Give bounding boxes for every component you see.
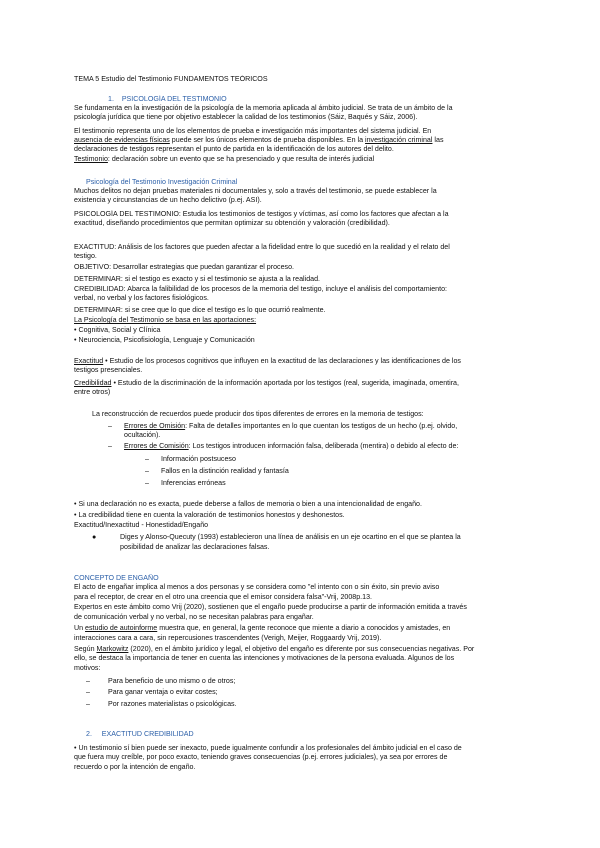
paragraph-line: existencia y circunstancias de un hecho delictivo (p.ej. ASI).	[74, 196, 262, 204]
list-text: : Falta de detalles importantes en lo que cuentan los testigos de un hecho (p.ej. olvido,	[185, 422, 458, 430]
list-item	[108, 422, 568, 431]
paragraph-line: ello, se destaca la importancia de tener en cuenta las intenciones y motivaciones de la persona evaluada. Algunos de los	[74, 654, 455, 662]
paragraph-line: interacciones cara a cara, sin repercusiones trascendentes (Verigh, Meijer, Roggaardy Vrij, 2019).	[74, 634, 382, 642]
dash-bullet: –	[145, 455, 149, 463]
sub-list-text: Fallos en la distinción realidad y fantasía	[161, 467, 289, 475]
section-2-heading	[86, 730, 546, 739]
list-text: Por razones materialistas o psicológicas.	[108, 700, 237, 708]
testimony-term: Testimonio	[74, 155, 108, 163]
paragraph-line: • Si una declaración no es exacta, puede deberse a fallos de memoria o bien a una intencionalidad de engaño.	[74, 500, 422, 508]
paragraph-line: Exactitud/Inexactitud - Honestidad/Engaño	[74, 521, 209, 529]
paragraph-text: (2020), en el ámbito jurídico y legal, el objetivo del engaño es diferente por sus consecuencias negativas. Por	[128, 645, 475, 653]
paragraph-line: EXACTITUD: Análisis de los factores que pueden afectar a la fidelidad entre lo que sucedió en la realidad y el relato del	[74, 243, 450, 251]
self-report-study-term: estudio de autoinforme	[85, 624, 158, 632]
paragraph-line: La Psicología del Testimonio se basa en las aportaciones:	[74, 316, 257, 324]
commission-errors-term: Errores de Comisión	[124, 442, 189, 450]
paragraph-line: Se fundamenta en la investigación de la psicología de la memoria aplicada al ámbito judicial. Se trata de un ámbito de la	[74, 104, 453, 112]
subsection-heading: CONCEPTO DE ENGAÑO	[74, 574, 159, 582]
paragraph-line: Muchos delitos no dejan pruebas materiales ni documentales y, solo a través del testimonio, se puede establecer la	[74, 187, 437, 195]
list-item: • Neurociencia, Psicofisiología, Lenguaje y Comunicación	[74, 336, 255, 344]
list-text: : Los testigos introducen información falsa, deliberada (mentira) o debido al efecto de:	[188, 442, 459, 450]
paragraph-line	[74, 136, 534, 145]
paragraph-line: • La credibilidad tiene en cuenta la valoración de testimonios honestos y deshonestos.	[74, 511, 345, 519]
list-item	[86, 700, 546, 709]
list-item	[108, 442, 568, 451]
paragraph-line: DETERMINAR: si el testigo es exacto y si el testimonio se ajusta a la realidad.	[74, 275, 321, 283]
paragraph-line: de comunicación verbal y no verbal, no se necesitan palabras para engañar.	[74, 613, 314, 621]
dash-bullet: –	[108, 422, 112, 430]
paragraph-line	[74, 379, 534, 388]
paragraph-text: Según	[74, 645, 97, 653]
sub-list-item	[145, 479, 600, 488]
dash-bullet: –	[86, 688, 90, 696]
subsection-heading: Psicología del Testimonio Investigación Criminal	[86, 178, 238, 186]
accuracy-term: Exactitud	[74, 357, 104, 365]
paragraph-text: puede ser los únicos elementos de prueba disponibles. En la	[169, 136, 366, 144]
dash-bullet: –	[108, 442, 112, 450]
section-2-number: 2.	[86, 730, 92, 738]
paragraph-line: testigos presenciales.	[74, 366, 143, 374]
paragraph-line: recuerdo o por la intención de engaño.	[74, 763, 196, 771]
criminal-investigation-link[interactable]: investigación criminal	[365, 136, 433, 144]
paragraph-line: PSICOLOGÍA DEL TESTIMONIO: Estudia los testimonios de testigos y víctimas, así como los factores que afectan a la	[74, 210, 449, 218]
paragraph-text: • Estudio de la discriminación de la información aportada por los testigos (real, sugerida, imaginada, omentira,	[111, 379, 459, 387]
section-2-title: EXACTITUD CREDIBILIDAD	[101, 730, 194, 738]
paragraph-line: exactitud, diseñando procedimientos que permitan optimizar su obtención y valoración (credibilidad).	[74, 219, 390, 227]
section-1-number: 1.	[108, 95, 114, 103]
dash-bullet: –	[145, 467, 149, 475]
paragraph-line: entre otros)	[74, 388, 111, 396]
bullet-item	[92, 533, 552, 542]
bullet-item-continuation: posibilidad de analizar las declaraciones falsas.	[120, 543, 270, 551]
paragraph-line: motivos:	[74, 664, 101, 672]
paragraph-line	[74, 155, 534, 164]
markowitz-reference: Markowitz	[96, 645, 129, 653]
sub-list-text: Inferencias erróneas	[161, 479, 226, 487]
bullet-dot: ●	[92, 533, 97, 541]
paragraph-line: Expertos en este ámbito como Vrij (2020), sostienen que el engaño puede producirse a partir de información emitida a través	[74, 603, 467, 611]
paragraph-line: • Un testimonio sí bien puede ser inexacto, puede igualmente confundir a los profesionales del ámbito judicial en el caso de	[74, 744, 462, 752]
paragraph-line: La reconstrucción de recuerdos puede producir dos tipos diferentes de errores en la memoria de testigos:	[92, 410, 424, 418]
paragraph-line: El testimonio representa uno de los elementos de prueba e investigación más importantes del sistema judicial. En	[74, 127, 432, 135]
section-1-heading	[108, 95, 568, 104]
paragraph-text: : declaración sobre un evento que se ha presenciado y que resulta de interés judicial	[107, 155, 375, 163]
paragraph-line	[74, 357, 534, 366]
list-text: Para beneficio de uno mismo o de otros;	[108, 677, 236, 685]
list-item: • Cognitiva, Social y Clínica	[74, 326, 161, 334]
paragraph-text: Un	[74, 624, 86, 632]
sub-list-item	[145, 455, 600, 464]
omission-errors-term: Errores de Omisión	[124, 422, 186, 430]
paragraph-text: las	[432, 136, 444, 144]
paragraph-line: psicología jurídica que tiene por objetivo establecer la calidad de los testimonios (Sáiz, Baqués y Sáiz, 2006).	[74, 113, 418, 121]
list-item	[86, 688, 546, 697]
dash-bullet: –	[86, 677, 90, 685]
list-text: Para ganar ventaja o evitar costes;	[108, 688, 218, 696]
paragraph-line	[74, 645, 534, 654]
sub-list-item	[145, 467, 600, 476]
dash-bullet: –	[145, 479, 149, 487]
section-1-title: PSICOLOGÍA DEL TESTIMONIO	[121, 95, 227, 103]
paragraph-line: verbal, no verbal y los factores fisiológicos.	[74, 294, 209, 302]
paragraph-line: para el receptor, de crear en el otro una creencia que el emisor considera falsa"-Vrij, 2008p.13.	[74, 593, 372, 601]
paragraph-line: OBJETIVO: Desarrollar estrategias que puedan garantizar el proceso.	[74, 263, 295, 271]
paragraph-line: declaraciones de testigos representan el punto de partida en la identificación de los autores del delito.	[74, 145, 394, 153]
paragraph-line	[74, 624, 534, 633]
paragraph-line: CREDIBILIDAD: Abarca la falibilidad de los procesos de la memoria del testigo, incluye el análisis del comportamiento:	[74, 285, 447, 293]
sub-list-text: Información postsuceso	[161, 455, 236, 463]
list-item-continuation: ocultación).	[124, 431, 161, 439]
paragraph-line: El acto de engañar implica al menos a dos personas y se considera como "el intento con o sin éxito, sin previo aviso	[74, 583, 440, 591]
paragraph-line: que fuera muy creíble, por poco exacto, teniendo graves consecuencias (p.ej. errores judiciales), ya sea por errores de	[74, 753, 448, 761]
document-title: TEMA 5 Estudio del Testimonio FUNDAMENTOS TEÓRICOS	[74, 75, 268, 83]
list-item	[86, 677, 546, 686]
paragraph-text: muestra que, en general, la gente reconoce que miente a diario a conocidos y amistades, en	[157, 624, 451, 632]
paragraph-line: DETERMINAR: si se cree que lo que dice el testigo es lo que ocurrió realmente.	[74, 306, 326, 314]
paragraph-line: testigo.	[74, 252, 97, 260]
bullet-text: Diges y Alonso-Quecuty (1993) establecieron una línea de análisis en un eje ocartino en el que se plantea la	[120, 533, 461, 541]
paragraph-text: • Estudio de los procesos cognitivos que influyen en la exactitud de las declaraciones y las identificaciones de los	[103, 357, 461, 365]
credibility-term: Credibilidad	[74, 379, 112, 387]
physical-evidence-term: ausencia de evidencias físicas	[74, 136, 170, 144]
dash-bullet: –	[86, 700, 90, 708]
